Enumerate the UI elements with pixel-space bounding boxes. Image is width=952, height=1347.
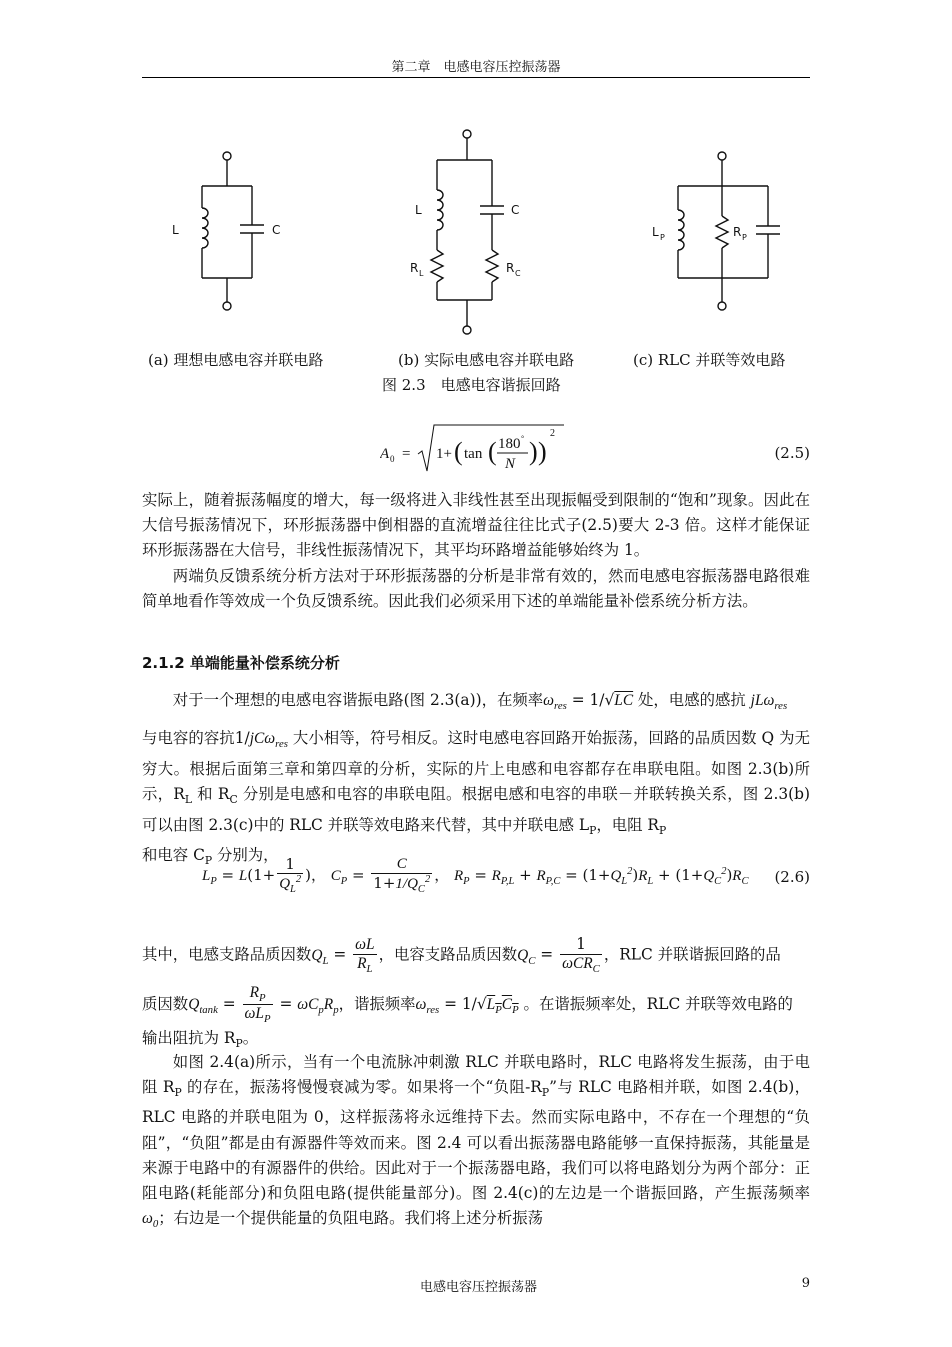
- svg-text:): ): [538, 437, 547, 466]
- svg-text:N: N: [505, 456, 516, 472]
- svg-text:180: 180: [498, 436, 521, 452]
- resistor-zigzag: [486, 250, 498, 282]
- label-b-RC: R: [506, 261, 515, 275]
- circuit-b: [410, 130, 521, 334]
- running-header: 第二章 电感电容压控振荡器: [391, 60, 561, 75]
- header-rule: [142, 77, 810, 78]
- svg-text:tan: tan: [464, 446, 483, 462]
- subcaption-b: (b) 实际电感电容并联电路: [398, 351, 575, 369]
- svg-text:A: A: [380, 446, 390, 462]
- paragraph-negative-resistance: 如图 2.4(a)所示，当有一个电流脉冲刺激 RLC 并联电路时，RLC 电路将发生振荡，由于电阻 $R_P$ 的存在，振荡将慢慢衰减为零。如果将一个“负阻$-R_P$”与 RLC 电路相并联，如图 2.4(b)，RLC 电路的并联电阻为 0，这样振荡将永远维持下去。然而实际电路中，不存在一个理想的“负阻”，“负阻”都是由有源器件等效而来。图 2.4 可以看出振荡器电路能够一直保持振荡，其能量是来源于电路中的有源器件的供给。因此对于一个振荡器电路，我们可以将电路划分为两个部分：正阻电路(耗能部分)和负阻电路(提供能量部分)。图 2.4(c)的左边是一个谐振回路，产生振荡频率 $\omega_0$；右边是一个提供能量的负阻电路。我们将上述分析振荡: [142, 1053, 810, 1231]
- svg-text:=: =: [402, 446, 411, 462]
- label-b-C: C: [511, 203, 520, 217]
- label-a-L: L: [172, 223, 179, 237]
- figure-2-3-circuits: [142, 110, 810, 350]
- running-footer: 电感电容压控振荡器: [420, 1280, 538, 1295]
- label-c-LP-sub: P: [660, 233, 665, 242]
- circuit-c: [652, 152, 780, 310]
- subcaption-a: (a) 理想电感电容并联电路: [148, 351, 324, 369]
- paragraph-ideal-lc: 对于一个理想的电感电容谐振电路(图 2.3(a))，在频率$\omega_{res} = 1/√LC$ 处，电感的感抗 jLω$_{res}$: [172, 691, 788, 713]
- equation-number-2-6: (2.6): [774, 868, 810, 886]
- paragraph-tank-q: 质因数$Q_{tank}$ = $\frac{R_P}{\omega L_P}$ = $\omega C_pR_p$，谐振频率$\omega_{res} = 1/√L_PC_P$ 。在谐振频率处，RLC 并联等效电路的: [142, 984, 793, 1026]
- inductor-coil: [202, 208, 208, 248]
- svg-text:°: °: [521, 434, 525, 443]
- svg-text:2: 2: [550, 428, 555, 439]
- svg-text:0: 0: [390, 454, 395, 464]
- svg-text:1+: 1+: [436, 446, 452, 462]
- resistor-zigzag: [716, 216, 728, 248]
- circuit-a: [172, 152, 280, 310]
- label-c-RP: R: [733, 225, 742, 239]
- label-b-RC-sub: C: [515, 269, 521, 278]
- inductor-coil: [437, 190, 443, 230]
- label-b-RL-sub: L: [419, 269, 424, 278]
- label-a-C: C: [272, 223, 281, 237]
- equation-2-5: [380, 424, 580, 480]
- label-c-RP-sub: P: [742, 233, 747, 242]
- section-heading-2-1-2: 2.1.2 单端能量补偿系统分析: [142, 654, 340, 672]
- paragraph-feedback: 两端负反馈系统分析方法对于环形振荡器的分析是非常有效的，然而电感电容振荡器电路很难简单地看作等效成一个负反馈系统。因此我们必须采用下述的单端能量补偿系统分析方法。: [142, 567, 810, 611]
- label-c-LP: L: [652, 225, 659, 239]
- subcaption-c: (c) RLC 并联等效电路: [633, 351, 786, 369]
- inductor-coil: [678, 210, 684, 250]
- equation-2-6: $L_P = L(1+$ $\frac{1}{Q_L^2}$ )， $C_P$ = $\frac{C}{1+1/Q_C^2}$ ， $R_P = R_{P,L} + R_{P,C} = (1+Q_L^2)R_L + (1+Q_C^2)R_C$: [202, 855, 749, 896]
- label-b-RL: R: [410, 261, 419, 275]
- figure-caption: 图 2.3 电感电容谐振回路: [382, 376, 561, 394]
- paragraph-quality-factors: 其中，电感支路品质因数$Q_L$ = $\frac{\omega L}{R_L}$ ，电容支路品质因数$Q_C$ = $\frac{1}{\omega CR_C}$ ，RLC 并联谐振回路的品: [142, 935, 781, 975]
- paragraph-output-impedance: 输出阻抗为 $R_P$。: [142, 1029, 259, 1051]
- resistor-zigzag: [431, 250, 443, 282]
- svg-text:(: (: [454, 437, 463, 466]
- page-number: 9: [801, 1276, 810, 1291]
- paragraph-saturation: 实际上，随着振荡幅度的增大，每一级将进入非线性甚至出现振幅受到限制的“饱和”现象。因此在大信号振荡情况下，环形振荡器中倒相器的直流增益往往比式子(2.5)要大 2-3 倍。这样才能保证环形振荡器在大信号，非线性振荡情况下，其平均环路增益能够始终为 1。: [142, 491, 810, 560]
- label-b-L: L: [415, 203, 422, 217]
- equation-number-2-5: (2.5): [774, 444, 810, 462]
- paragraph-resistance: 与电容的容抗1/jCω$_{res}$ 大小相等，符号相反。这时电感电容回路开始振荡，回路的品质因数 Q 为无穷大。根据后面第三章和第四章的分析，实际的片上电感和电容都存在串联电阻。如图 2.3(b)所示，$R_L$ 和 $R_C$ 分别是电感和电容的串联电阻。根据电感和电容的串联－并联转换关系，图 2.3(b)可以由图 2.3(c)中的 RLC 并联等效电路来代替，其中并联电感 $L_P$，电阻 $R_P$ 和电容 $C_P$ 分别为，: [142, 729, 810, 868]
- svg-text:(: (: [488, 437, 497, 466]
- svg-text:): ): [529, 437, 538, 466]
